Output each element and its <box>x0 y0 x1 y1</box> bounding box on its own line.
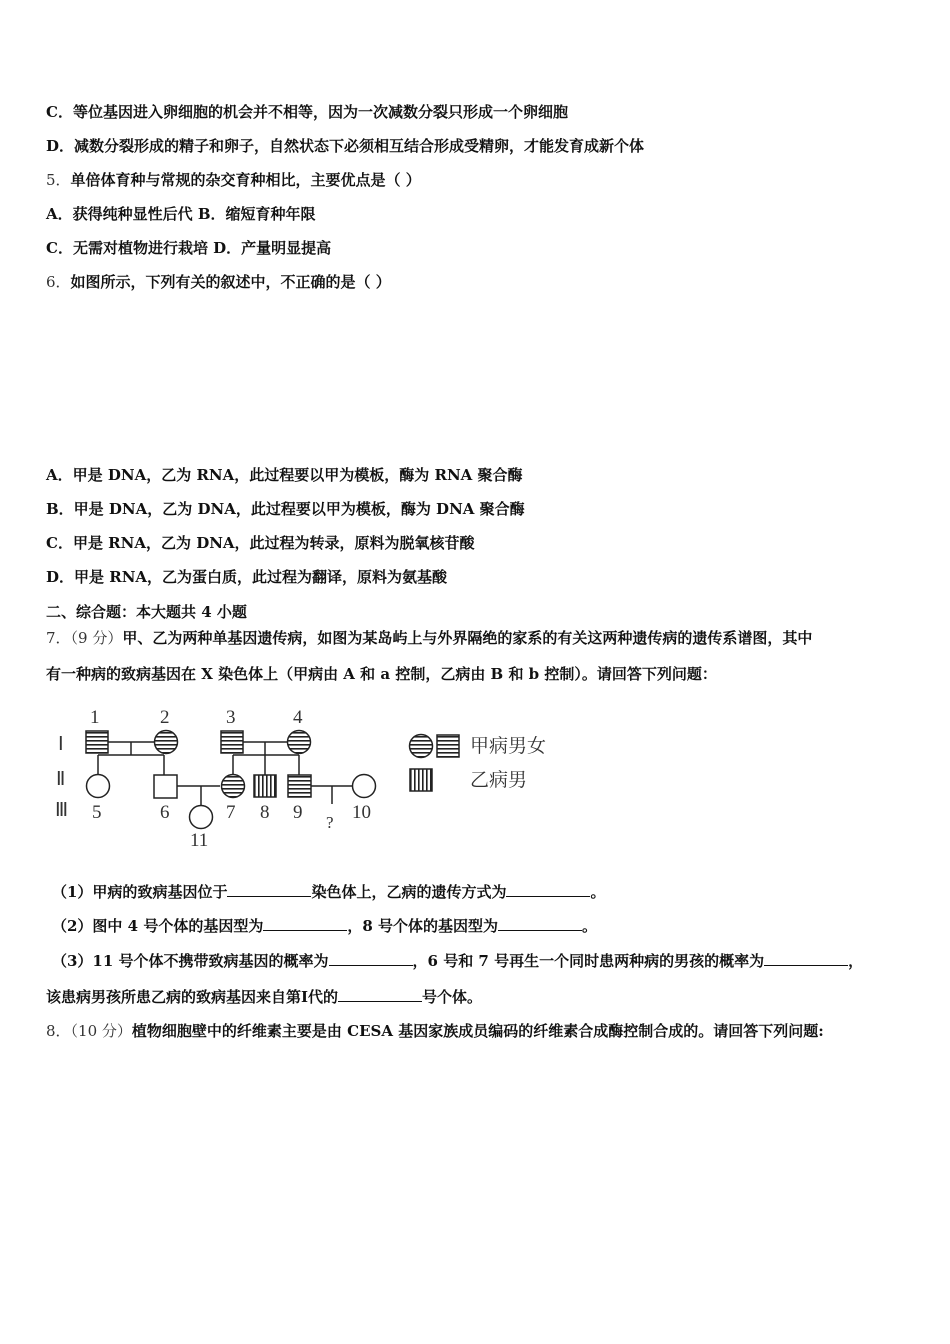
id-label-7: 7 <box>226 802 236 823</box>
q6-option-b: B．甲是 DNA，乙为 DNA，此过程要以甲为模板，酶为 DNA 聚合酶 <box>46 500 525 518</box>
id-label-11: 11 <box>190 830 209 850</box>
individual-11-normal-female <box>190 806 213 829</box>
q7-stem-text1: 甲、乙为两种单基因遗传病，如图为某岛屿上与外界隔绝的家系的有关这两种遗传病的遗传系谱图，其中 <box>122 629 813 647</box>
individual-2-affected-female <box>155 731 178 754</box>
id-label-8: 8 <box>260 802 270 823</box>
q7-number: 7．（9 分） <box>46 629 123 647</box>
answer-blank[interactable] <box>498 930 582 931</box>
q7-sub-3-part-b: ，6 号和 7 号再生一个同时患两种病的男孩的概率为 <box>412 952 765 970</box>
q7-sub-3-part-d: 该患病男孩所患乙病的致病基因来自第Ⅰ代的 <box>46 988 339 1006</box>
individual-10-normal-female <box>353 775 376 798</box>
individual-9-affected-male <box>288 775 311 797</box>
answer-blank[interactable] <box>227 896 311 897</box>
q7-sub-3-part-c: ， <box>848 952 864 970</box>
q7-stem-line1 <box>46 628 812 648</box>
q7-sub-1-part-a: （1）甲病的致病基因位于 <box>52 883 228 901</box>
legend-jia-male-symbol <box>437 735 459 757</box>
legend-yi-label: 乙病男 <box>470 769 528 791</box>
id-label-9: 9 <box>293 802 303 823</box>
q6-number: 6． <box>46 273 71 291</box>
q5-stem <box>46 170 421 190</box>
individual-7-affected-female <box>222 775 245 798</box>
individual-6-normal-male <box>154 775 177 798</box>
q8-stem <box>46 1021 824 1041</box>
q5-stem-text: 单倍体育种与常规的杂交育种相比，主要优点是（ ） <box>70 171 421 189</box>
q7-sub-1-part-b: 染色体上，乙病的遗传方式为 <box>311 883 507 901</box>
q7-sub-2-part-a: （2）图中 4 号个体的基因型为 <box>52 917 264 935</box>
individual-8-affected-male-yi <box>254 775 276 797</box>
id-label-3: 3 <box>226 707 236 728</box>
q7-sub-3-part-a: （3）11 号个体不携带致病基因的概率为 <box>52 952 329 970</box>
id-label-5: 5 <box>92 802 102 823</box>
q4-option-d: D．减数分裂形成的精子和卵子，自然状态下必须相互结合形成受精卵，才能发育成新个体 <box>46 137 645 155</box>
q6-stem <box>46 272 391 292</box>
q8-stem-text: 植物细胞壁中的纤维素主要是由 CESA 基因家族成员编码的纤维素合成酶控制合成的。请回答下列问题: <box>131 1022 824 1040</box>
legend-yi-male-symbol <box>410 769 432 791</box>
answer-blank[interactable] <box>263 930 347 931</box>
q5-options-cd: C．无需对植物进行栽培 D．产量明显提高 <box>46 239 332 257</box>
q5-options-ab: A．获得纯种显性后代 B．缩短育种年限 <box>46 205 316 223</box>
generation-III-label: Ⅲ <box>55 800 69 821</box>
answer-blank[interactable] <box>506 896 590 897</box>
id-label-10: 10 <box>352 802 371 823</box>
generation-II-label: Ⅱ <box>56 769 66 790</box>
pedigree-chart <box>50 700 570 850</box>
q4-option-c: C．等位基因进入卵细胞的机会并不相等，因为一次减数分裂只形成一个卵细胞 <box>46 103 568 121</box>
q7-sub-2-part-c: 。 <box>582 917 598 935</box>
q7-sub-3-part-e: 号个体。 <box>422 988 483 1006</box>
q6-stem-text: 如图所示，下列有关的叙述中，不正确的是（ ） <box>70 273 391 291</box>
q7-sub-1-part-c: 。 <box>590 883 606 901</box>
individual-3-affected-male <box>221 731 243 753</box>
generation-I-label: Ⅰ <box>58 734 64 755</box>
q6-option-d: D．甲是 RNA，乙为蛋白质，此过程为翻译，原料为氨基酸 <box>46 568 448 586</box>
unknown-offspring-mark: ? <box>326 813 334 832</box>
q7-sub-3 <box>52 951 863 971</box>
q6-option-a: A．甲是 DNA，乙为 RNA，此过程要以甲为模板，酶为 RNA 聚合酶 <box>46 466 523 484</box>
q7-stem-line2: 有一种病的致病基因在 X 染色体上（甲病由 A 和 a 控制，乙病由 B 和 b 控制）。请回答下列问题： <box>46 665 717 683</box>
legend-jia-female-symbol <box>410 735 433 758</box>
answer-blank[interactable] <box>329 965 413 966</box>
id-label-2: 2 <box>160 707 170 728</box>
q7-sub-2-part-b: ，8 号个体的基因型为 <box>347 917 498 935</box>
individual-5-normal-female <box>87 775 110 798</box>
q7-sub-2 <box>52 916 597 936</box>
pedigree-legend <box>410 735 547 792</box>
q7-sub-3-continued <box>46 987 482 1007</box>
id-label-1: 1 <box>90 707 100 728</box>
answer-blank[interactable] <box>764 965 848 966</box>
id-label-4: 4 <box>293 707 303 728</box>
q8-number: 8．（10 分） <box>46 1022 132 1040</box>
id-label-6: 6 <box>160 802 170 823</box>
individual-4-affected-female <box>288 731 311 754</box>
section-2-heading: 二、综合题：本大题共 4 小题 <box>46 603 247 621</box>
legend-jia-label: 甲病男女 <box>470 735 547 757</box>
q6-option-c: C．甲是 RNA，乙为 DNA，此过程为转录，原料为脱氧核苷酸 <box>46 534 475 552</box>
individual-1-affected-male <box>86 731 108 753</box>
q5-number: 5． <box>46 171 71 189</box>
q7-sub-1 <box>52 882 605 902</box>
answer-blank[interactable] <box>338 1001 422 1002</box>
